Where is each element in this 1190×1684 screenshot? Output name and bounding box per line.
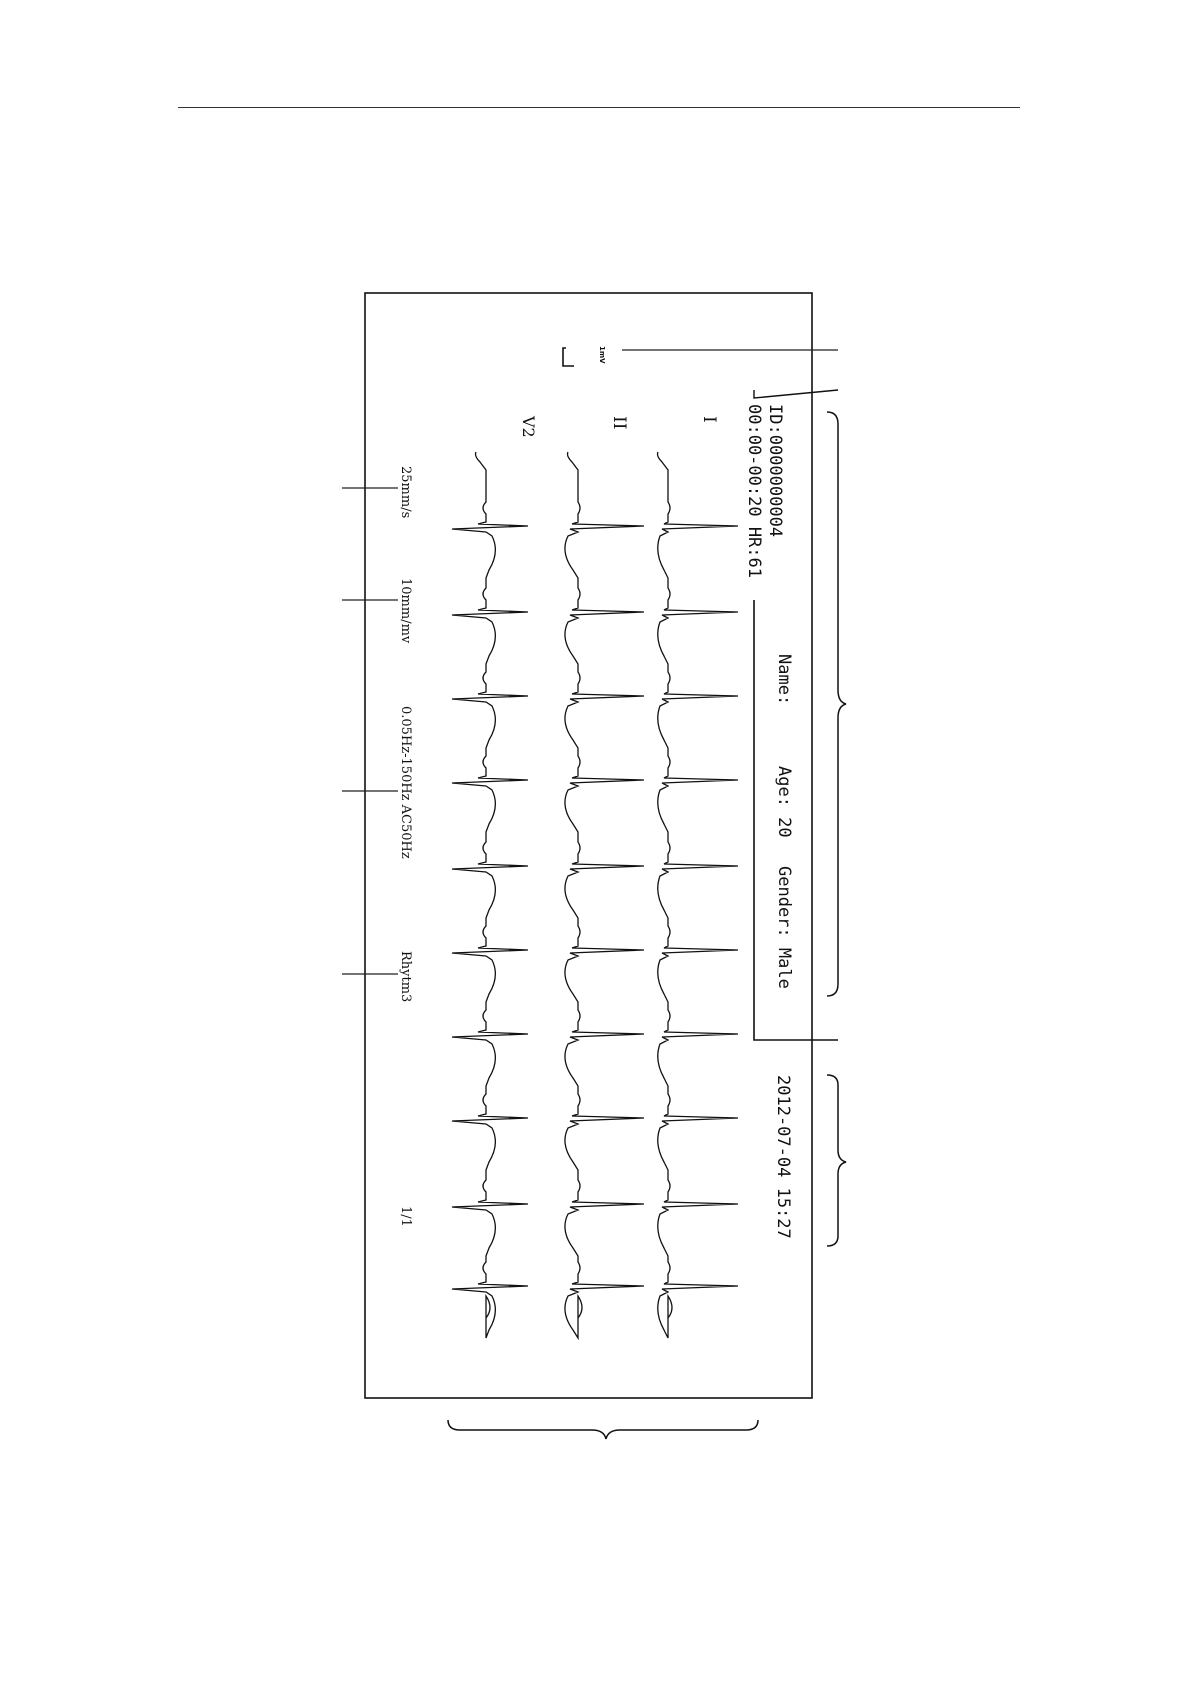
bracket-patient-info — [827, 412, 846, 996]
calibration-label: 1mV — [598, 346, 606, 364]
print-timestamp: 2012-07-04 15:27 — [773, 1075, 793, 1239]
patient-name-label: Name: — [774, 654, 794, 706]
ecg-trace-lead-v2 — [452, 452, 528, 1338]
patient-id: ID:0000000004 — [765, 404, 785, 538]
time-range-heart-rate: 00:00-00:20 HR:61 — [744, 404, 764, 578]
patient-gender: Gender: Male — [774, 866, 794, 989]
lead-label-i: I — [699, 416, 719, 423]
patient-info-box-top — [754, 390, 838, 398]
lead-label-v2: V2 — [519, 416, 538, 438]
lead-label-ii: II — [609, 416, 629, 430]
filter-setting: 0.05Hz-150Hz AC50Hz — [398, 706, 413, 859]
calibration-pulse — [563, 348, 574, 366]
bracket-waveform-area — [448, 1420, 758, 1439]
ecg-trace-lead-i — [658, 452, 739, 1338]
bracket-timestamp — [827, 1075, 846, 1246]
ecg-trace-lead-ii — [565, 452, 644, 1338]
paper-speed: 25mm/s — [398, 466, 413, 519]
patient-info-box — [754, 600, 838, 1040]
patient-age: Age: 20 — [774, 766, 794, 838]
page-number: 1/1 — [398, 1206, 413, 1227]
gain-setting: 10mm/mv — [398, 578, 413, 644]
rhythm-mode: Rhytm3 — [398, 951, 413, 1003]
